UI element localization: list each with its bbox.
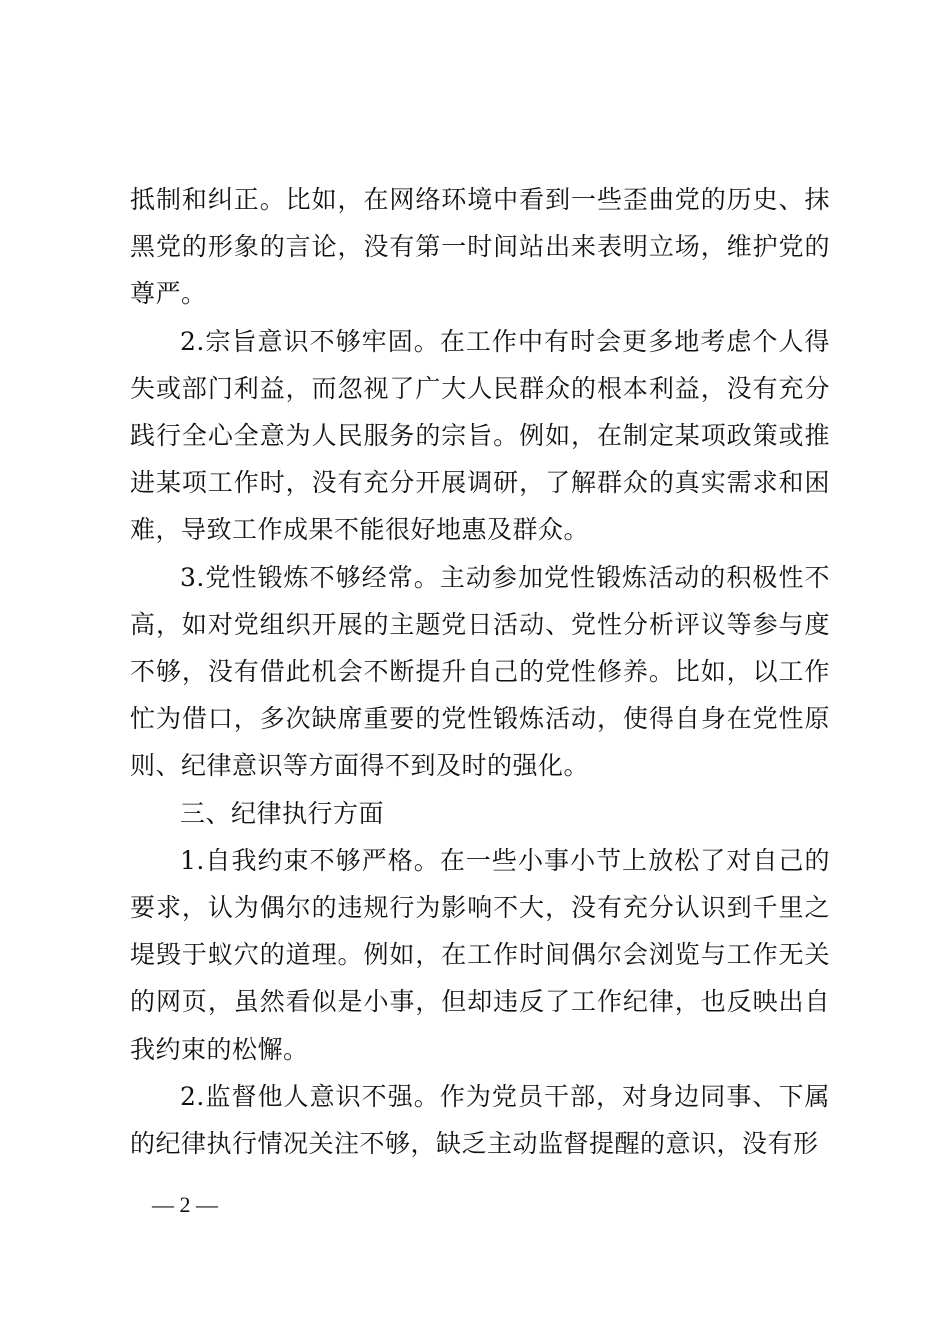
page-number: — 2 —	[152, 1192, 218, 1217]
paragraph-continuation: 抵制和纠正。比如，在网络环境中看到一些歪曲党的历史、抹黑党的形象的言论，没有第一时间站出来表明立场，维护党的尊严。	[130, 185, 830, 309]
section-heading: 三、纪律执行方面	[180, 798, 385, 828]
paragraph-item-1: 1.自我约束不够严格。在一些小事小节上放松了对自己的要求，认为偶尔的违规行为影响不大，没有充分认识到千里之堤毁于蚁穴的道理。例如，在工作时间偶尔会浏览与工作无关的网页，虽然看似是小事，但却违反了工作纪律，也反映出自我约束的松懈。	[130, 845, 830, 1064]
paragraph-item-2b: 2.监督他人意识不强。作为党员干部，对身边同事、下属的纪律执行情况关注不够，缺乏主动监督提醒的意识，没有形	[130, 1081, 830, 1159]
paragraph-item-3: 3.党性锻炼不够经常。主动参加党性锻炼活动的积极性不高，如对党组织开展的主题党日活动、党性分析评议等参与度不够，没有借此机会不断提升自己的党性修养。比如，以工作忙为借口，多次缺席重要的党性锻炼活动，使得自身在党性原则、纪律意识等方面得不到及时的强化。	[130, 562, 830, 781]
document-body	[130, 176, 830, 1167]
paragraph-item-2: 2.宗旨意识不够牢固。在工作中有时会更多地考虑个人得失或部门利益，而忽视了广大人民群众的根本利益，没有充分践行全心全意为人民服务的宗旨。例如，在制定某项政策或推进某项工作时，没有充分开展调研，了解群众的真实需求和困难，导致工作成果不能很好地惠及群众。	[130, 326, 830, 545]
